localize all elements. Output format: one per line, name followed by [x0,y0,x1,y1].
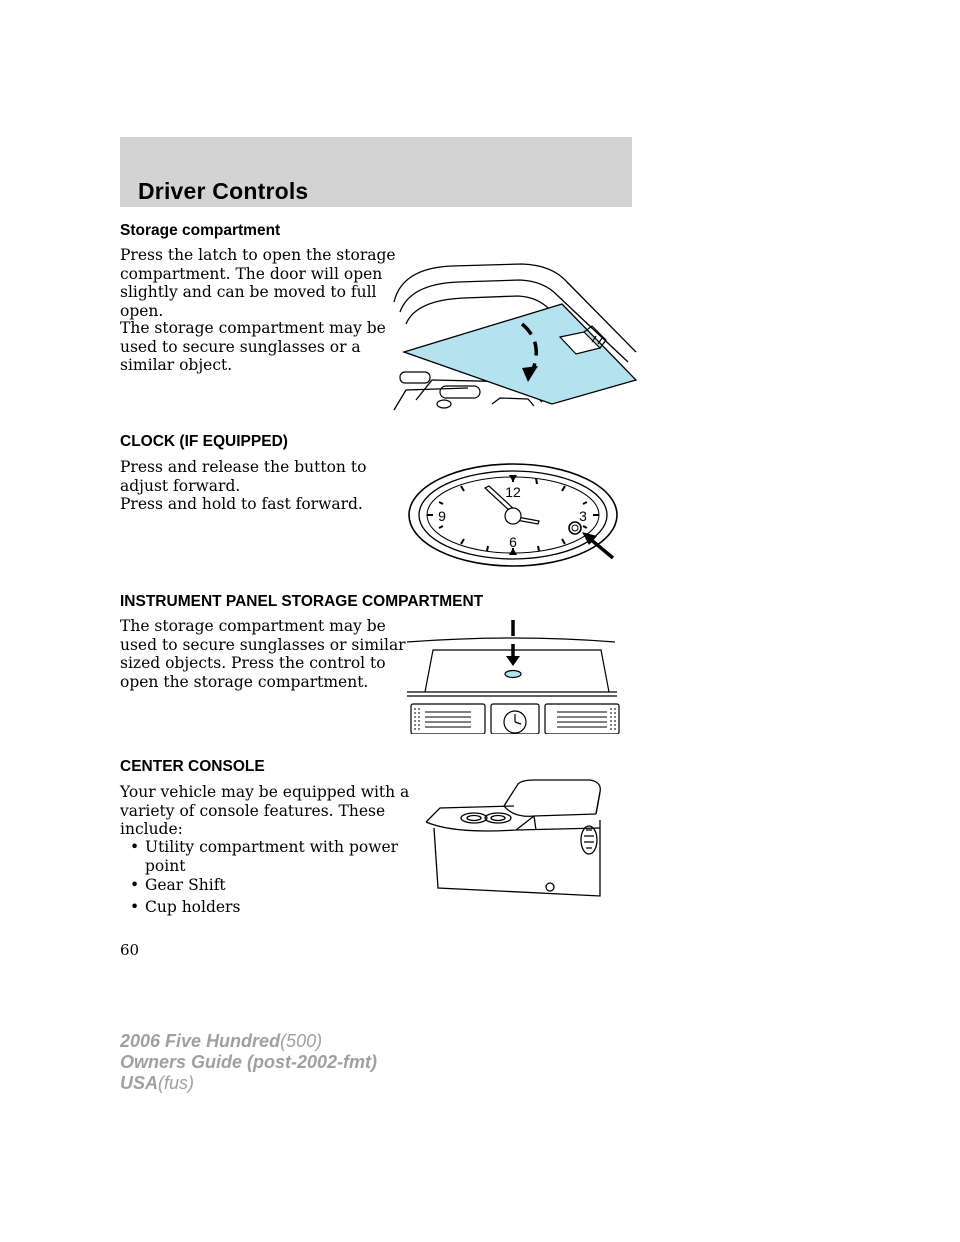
clock-adjust-button [569,522,581,534]
storage-heading: Storage compartment [120,222,281,239]
numeral-12: 12 [505,484,521,500]
ip-storage-paragraph: The storage compartment may be used to secure sunglasses or similar sized objects. Press the control to open the storage compartment. [120,617,406,691]
document-footer: 2006 Five Hundred(500) Owners Guide (post-2002-fmt) USA(fus) [120,1031,378,1093]
storage-release-control [505,671,521,678]
overhead-storage-illustration [392,262,638,412]
clock-paragraph-1: Press and release the button to adjust forward. [120,458,367,495]
console-feature-item: • Gear Shift [130,876,226,894]
storage-paragraph-1: Press the latch to open the storage compartment. The door will open slightly and can be moved to full open. [120,246,396,320]
page-number: 60 [120,941,140,959]
numeral-3: 3 [579,508,587,524]
center-console-illustration [424,776,616,898]
numeral-9: 9 [438,508,446,524]
console-heading: CENTER CONSOLE [120,758,265,775]
console-paragraph: Your vehicle may be equipped with a variety of console features. These include: [120,783,410,838]
clock-heading: CLOCK (IF EQUIPPED) [120,433,288,450]
instrument-panel-illustration [405,620,625,734]
numeral-6: 6 [509,534,517,550]
clock-illustration [405,462,625,586]
clock-paragraph-2: Press and hold to fast forward. [120,495,363,513]
section-title: Driver Controls [138,178,309,204]
console-feature-item: • Utility compartment with power point [130,838,399,875]
storage-paragraph-2: The storage compartment may be used to secure sunglasses or a similar object. [120,319,386,374]
console-feature-item: • Cup holders [130,898,241,916]
ip-storage-heading: INSTRUMENT PANEL STORAGE COMPARTMENT [120,593,484,610]
